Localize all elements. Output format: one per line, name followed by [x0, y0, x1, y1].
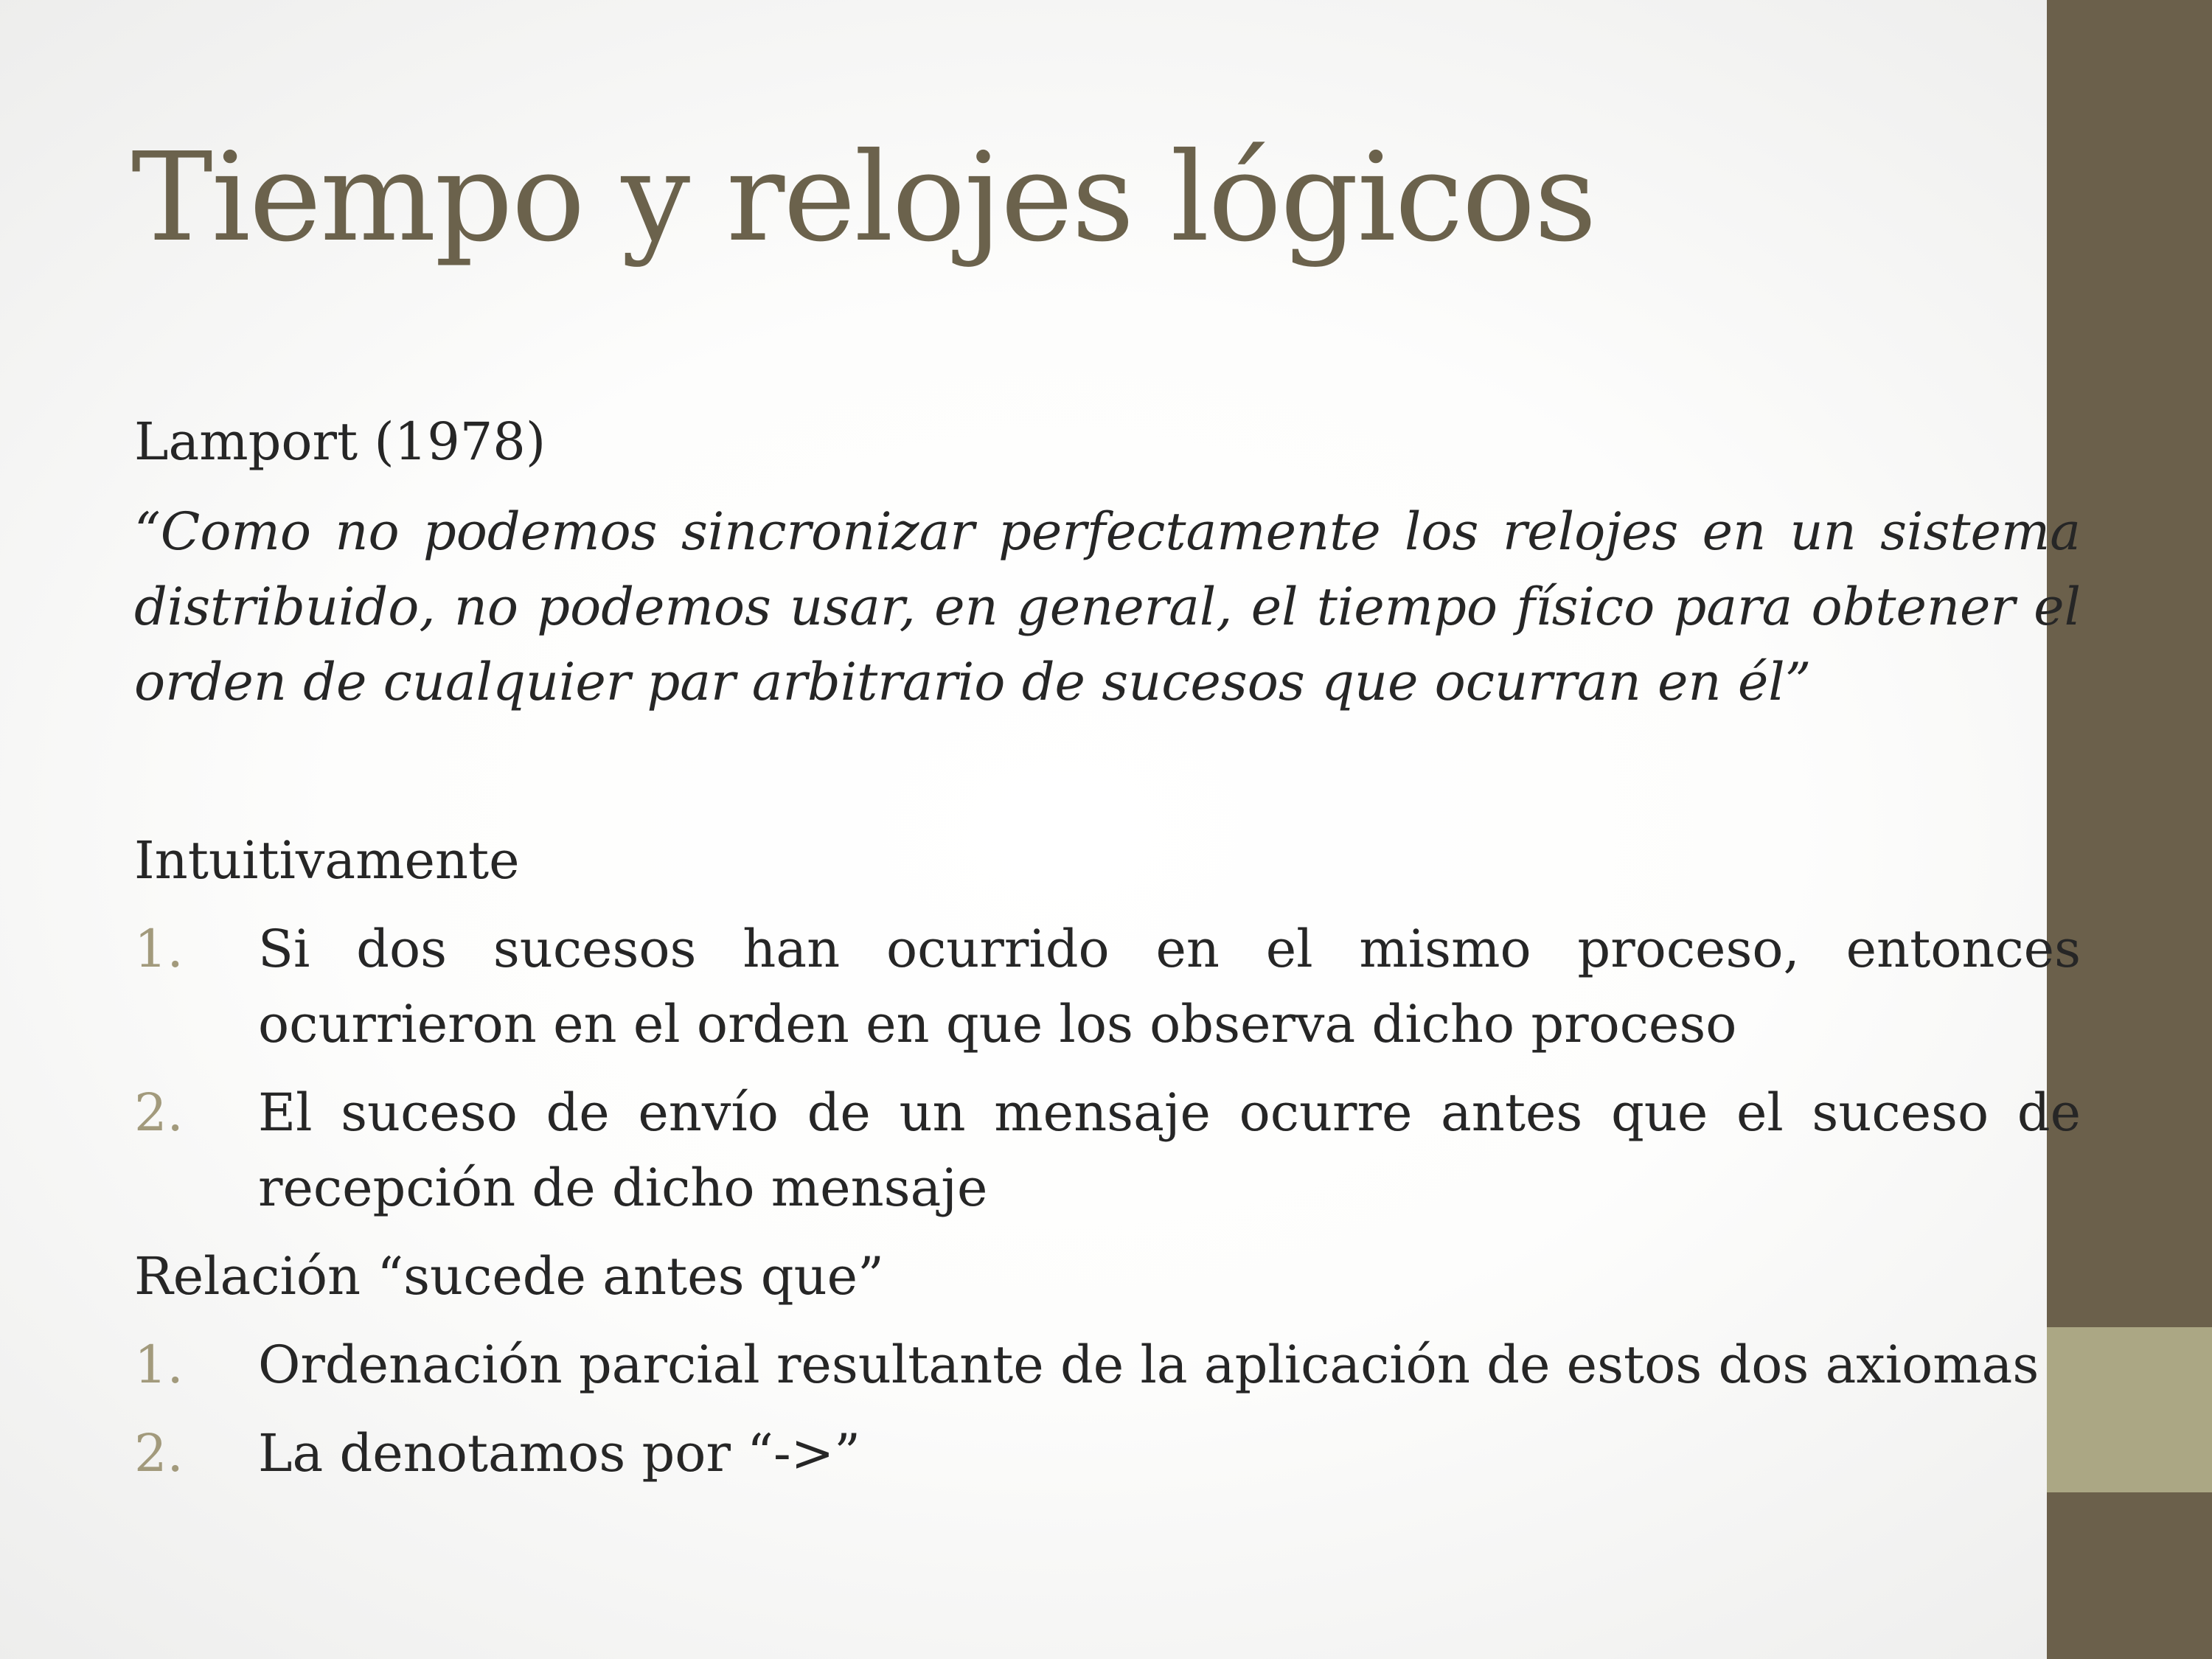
paragraph-spacer: [134, 720, 2081, 823]
list-item-text: Ordenación parcial resultante de la aplicación de estos dos axiomas: [258, 1335, 2039, 1395]
relation-list: [134, 1327, 2081, 1491]
list-item-text: El suceso de envío de un mensaje ocurre antes que el suceso de recepción de dicho mensaje: [258, 1082, 2081, 1218]
list-number: 2.: [134, 1423, 184, 1484]
intuitively-list: [134, 911, 2081, 1225]
source-citation: Lamport (1978): [134, 411, 546, 472]
lamport-quote: “Como no podemos sincronizar perfectamente los relojes en un sistema distribuido, no podemos usar, en general, el tiempo físico para obtener el orden de cualquier par arbitrario de sucesos que ocurran en él”: [134, 501, 2081, 712]
list-number: 1.: [134, 919, 184, 979]
list-item: [134, 1075, 2081, 1225]
slide-title: Tiempo y relojes lógicos: [131, 127, 1596, 269]
list-number: 1.: [134, 1335, 184, 1395]
list-item-text: Si dos sucesos han ocurrido en el mismo proceso, entonces ocurrieron en el orden en que los observa dicho proceso: [258, 919, 2081, 1054]
slide-body: [134, 404, 2081, 1491]
list-item: [134, 1416, 2081, 1491]
list-item-text: La denotamos por “->”: [258, 1423, 861, 1484]
list-item: [134, 911, 2081, 1062]
intuitively-heading: Intuitivamente: [134, 830, 520, 891]
list-number: 2.: [134, 1082, 184, 1143]
relation-heading: Relación “sucede antes que”: [134, 1246, 884, 1307]
list-item: [134, 1327, 2081, 1402]
